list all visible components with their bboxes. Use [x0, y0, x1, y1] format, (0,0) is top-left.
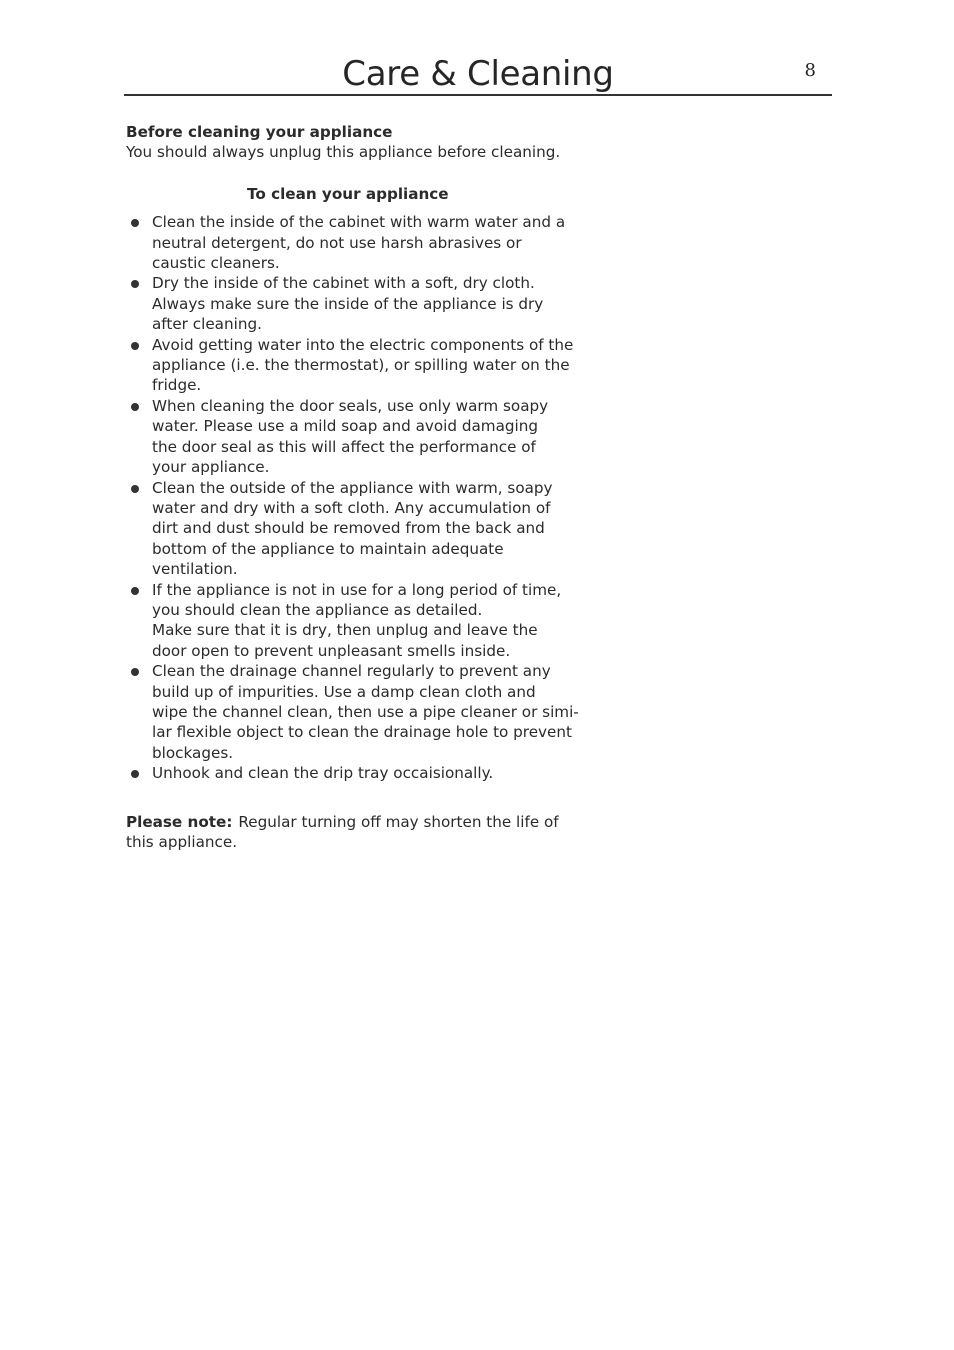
note-paragraph [126, 812, 596, 853]
bullet-icon [131, 403, 139, 411]
page-content [126, 122, 596, 852]
intro-text: You should always unplug this appliance before cleaning. [126, 143, 561, 162]
bullet-icon [131, 485, 139, 493]
section-heading: To clean your appliance [247, 184, 449, 203]
cleaning-tip [126, 763, 596, 783]
cleaning-tip-text: If the appliance is not in use for a long period of time, you should clean the appliance as detailed. Make sure that it is dry, then unplug and leave the door open to prevent unpleasant smells inside. [152, 580, 562, 660]
page-header [124, 52, 832, 96]
bullet-icon [131, 587, 139, 595]
cleaning-tip [126, 661, 596, 763]
cleaning-tip-text: Avoid getting water into the electric components of the appliance (i.e. the thermostat), or spilling water on the fridge. [152, 335, 574, 395]
bullet-icon [131, 219, 139, 227]
cleaning-tip-text: When cleaning the door seals, use only warm soapy water. Please use a mild soap and avoid damaging the door seal as this will affect the performance of your appliance. [152, 396, 549, 477]
bullet-icon [131, 770, 139, 778]
cleaning-tip [126, 580, 596, 662]
intro-heading: Before cleaning your appliance [126, 123, 393, 141]
cleaning-tip [126, 212, 596, 273]
cleaning-tip [126, 478, 596, 580]
cleaning-tip-text: Clean the inside of the cabinet with warm water and a neutral detergent, do not use harsh abrasives or caustic cleaners. [152, 213, 566, 273]
bullet-icon [131, 668, 139, 676]
page-number: 8 [804, 60, 816, 81]
cleaning-tip [126, 396, 596, 478]
cleaning-tip-text: Dry the inside of the cabinet with a soft, dry cloth. Always make sure the inside of the appliance is dry after cleaning. [152, 274, 544, 334]
cleaning-tip-text: Clean the drainage channel regularly to prevent any build up of impurities. Use a damp clean cloth and wipe the channel clean, then use a pipe cleaner or simi- lar flexible object to clean the drainage hole to prevent blockages. [152, 662, 579, 762]
note-label: Please note: [126, 812, 233, 831]
cleaning-tip [126, 335, 596, 396]
cleaning-tip [126, 273, 596, 334]
cleaning-tip-text: Unhook and clean the drip tray occaisionally. [152, 764, 494, 783]
cleaning-tip-text: Clean the outside of the appliance with warm, soapy water and dry with a soft cloth. Any accumulation of dirt and dust should be removed from the back and bottom of the appliance to maintain adequate ventilation. [152, 478, 553, 579]
note-text: Regular turning off may shorten the life of this appliance. [126, 812, 559, 851]
bullet-icon [131, 342, 139, 350]
cleaning-tips-list [126, 212, 596, 783]
page-title: Care & Cleaning [342, 54, 614, 94]
bullet-icon [131, 280, 139, 288]
